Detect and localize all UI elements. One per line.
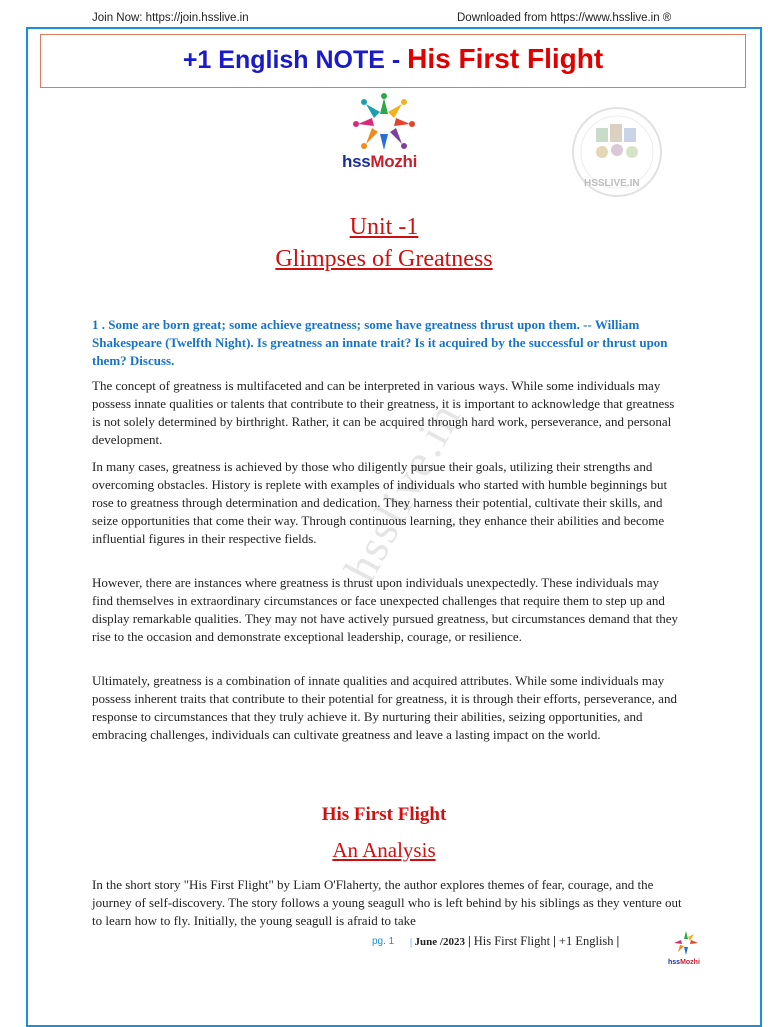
- section-title: His First Flight: [321, 804, 447, 825]
- paragraph: In many cases, greatness is achieved by those who diligently pursue their goals, utilizing their strengths and overcoming obstacles. History is replete with examples of individuals who started with humble beginnings but rose to greatness through determination and dedication. They harness their potential, cultivate their skills, and seize opportunities that come their way. Through continuous learning, they enhance their abilities and become influential figures in their respective fields.: [92, 459, 668, 546]
- page-title: [40, 34, 746, 88]
- watermark-text: HSSLIVE.IN: [584, 178, 640, 189]
- join-link[interactable]: Join Now: https://join.hsslive.in: [92, 12, 249, 24]
- footer-story: His First Flight: [473, 934, 551, 948]
- footer-logo-text: hssMozhi: [668, 959, 700, 966]
- footer-logo: [668, 928, 704, 972]
- title-prefix: +1 English NOTE -: [182, 46, 408, 74]
- footer-divider: |: [467, 934, 471, 948]
- hsslive-watermark-logo: [570, 104, 664, 204]
- watermark-seal-icon: [570, 104, 664, 204]
- paragraph: The concept of greatness is multifaceted and can be interpreted in various ways. While some individuals may possess innate qualities or talents that contribute to their greatness, it is important to acknowledge that greatness is not solely determined by birthright. Rather, it can be acquired through hard work, perseverance, and personal development.: [92, 378, 675, 447]
- logo-brand-text: hssMozhi: [342, 152, 418, 171]
- footer-divider: |: [616, 934, 620, 948]
- footer-subject: +1 English: [558, 934, 614, 948]
- paragraph: In the short story "His First Flight" by Liam O'Flaherty, the author explores themes of fear, courage, and the journey of self-discovery. The story follows a young seagull who is left behind by his siblings as they venture out to learn how to fly. Initially, the young seagull is afraid to take: [92, 877, 682, 928]
- title-main: His First Flight: [407, 43, 604, 74]
- section-subtitle: An Analysis: [332, 838, 436, 862]
- logo-stars-icon: [338, 92, 428, 154]
- hssmozhi-logo: [338, 92, 428, 176]
- download-source[interactable]: Downloaded from https://www.hsslive.in ®: [457, 12, 672, 24]
- page-footer: [0, 934, 768, 954]
- page-number: pg. 1: [372, 936, 395, 947]
- footer-logo-stars-icon: [668, 928, 704, 958]
- footer-divider: |: [410, 937, 415, 948]
- question-text: 1 . Some are born great; some achieve greatness; some have greatness thrust upon them. -- William Shakespeare (Twelfth Night). Is greatness an innate trait? Is it acquired by the successful or thrust upon them? Discuss.: [92, 317, 668, 368]
- footer-divider: |: [553, 934, 556, 948]
- footer-date: June /2023: [414, 936, 465, 948]
- page-header: [0, 12, 768, 26]
- unit-name: Glimpses of Greatness: [275, 246, 493, 272]
- unit-number: Unit -1: [349, 214, 419, 240]
- paragraph: Ultimately, greatness is a combination of innate qualities and acquired attributes. While some individuals may possess inherent traits that contribute to their potential for greatness, it is through their efforts, perseverance, and response to circumstances that they truly achieve it. By nurturing their abilities, seizing opportunities, and embracing challenges, individuals can cultivate greatness and leave a lasting impact on the world.: [92, 673, 677, 742]
- paragraph: However, there are instances where greatness is thrust upon individuals unexpectedly. These individuals may find themselves in extraordinary circumstances or face unexpected challenges that require them to step up and display remarkable qualities. They may not have actively pursued greatness, but circumstances demand that they rise to the occasion and demonstrate exceptional leadership, courage, or resilience.: [92, 575, 679, 644]
- diagonal-watermark: hsslive.in: [334, 393, 471, 590]
